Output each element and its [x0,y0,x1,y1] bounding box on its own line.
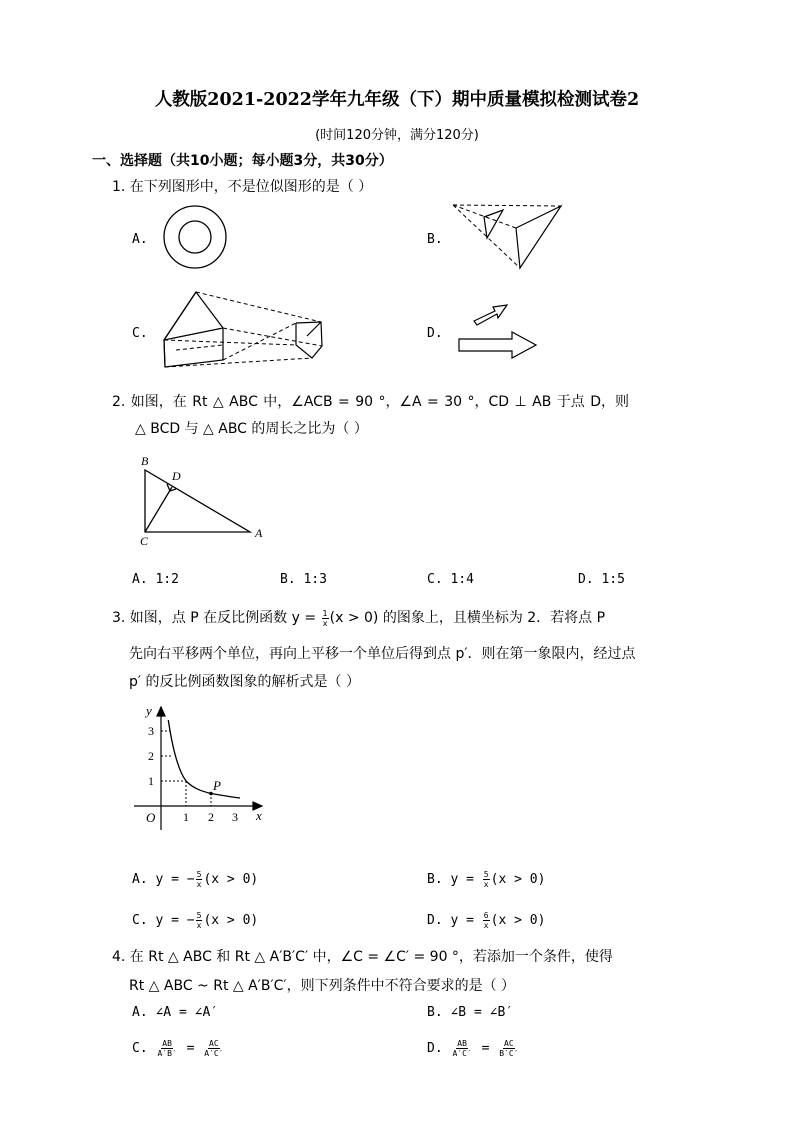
q4-option-c-den1: A′B′ [157,1049,177,1058]
q3-y-arrow [157,707,165,716]
q4-option-d-den2: B′C′ [499,1049,519,1058]
q3-option-c-pre: C. y = − [132,913,195,928]
q3-fraction-den: x [322,618,328,628]
q3-option-d-num: 6 [483,911,489,920]
q3-option-a-post: (x > 0) [203,872,259,887]
q3-option-b-den: x [483,880,489,889]
q3-option-d-pre: D. y = [427,913,482,928]
q4-option-d-den1: A′C′ [452,1049,472,1058]
q4-option-c-eq: = [186,1041,195,1056]
q3-x-tick-1: 1 [183,810,189,824]
q4-option-c-pre: C. [132,1041,148,1056]
q4-option-d-pre: D. [427,1041,443,1056]
q2-option-a: A. 1:2 [132,572,179,587]
q3-option-b-num: 5 [483,870,489,879]
q4-option-d-num2: AC [504,1039,514,1048]
q3-origin-label: O [146,810,156,825]
q1-option-b-label: B. [427,232,443,247]
q2-line1: 2. 如图，在 Rt △ ABC 中，∠ACB = 90 °，∠A = 30 °，CD ⊥ AB 于点 D，则 [112,394,629,410]
q3-option-c-post: (x > 0) [203,913,259,928]
q3-option-a-den: x [196,880,202,889]
q2-label-b: B [141,454,149,468]
q3-line2: 先向右平移两个单位，再向上平移一个单位后得到点 p′．则在第一象限内，经过点 [129,646,636,662]
q1-stem: 1. 在下列图形中，不是位似图形的是（ ） [112,179,373,195]
q3-x-tick-2: 2 [208,810,214,824]
q3-option-c [132,911,258,930]
q3-option-a-pre: A. y = − [132,872,195,887]
q4-option-c-num2: AC [209,1039,219,1048]
q3-option-a [132,870,258,889]
q3-option-b-pre: B. y = [427,872,482,887]
q3-y-label: y [146,703,152,718]
q3-line3: p′ 的反比例函数图象的解析式是（ ） [129,674,360,690]
q2-label-a: A [255,526,263,540]
q3-hyperbola-curve [168,720,240,798]
q4-option-c-num1: AB [162,1039,172,1048]
q4-line1: 4. 在 Rt △ ABC 和 Rt △ A′B′C′ 中，∠C = ∠C′ = 90 °，若添加一个条件，使得 [112,949,613,965]
q3-x-tick-3: 3 [232,810,238,824]
q4-option-c [132,1039,226,1058]
paper-title: 人教版2021-2022学年九年级（下）期中质量模拟检测试卷2 [154,90,640,110]
q3-point-p-label: P [213,778,221,793]
paper-subtitle: (时间120分钟，满分120分) [315,128,479,143]
q4-option-a: A. ∠A = ∠A′ [132,1005,219,1020]
q1-option-c-label: C. [132,326,148,341]
q2-line2: △ BCD 与 △ ABC 的周长之比为（ ） [135,421,368,437]
q1-option-a-label: A. [132,232,148,247]
q2-label-d: D [172,469,181,483]
section-heading: 一、选择题（共10小题；每小题3分，共30分） [92,153,393,169]
q3-line1-pre: 3. 如图，点 P 在反比例函数 y = [112,610,321,626]
q3-y-tick-3: 3 [148,724,154,738]
q2-option-d: D. 1:5 [578,572,625,587]
q2-label-c: C [140,534,149,548]
q1-option-d-label: D. [427,326,443,341]
q4-option-d [427,1039,521,1058]
q3-option-c-den: x [196,921,202,930]
q2-option-b: B. 1:3 [280,572,327,587]
q4-line2: Rt △ ABC ~ Rt △ A′B′C′，则下列条件中不符合要求的是（ ） [129,978,516,994]
q3-x-label: x [256,808,262,823]
q3-y-tick-1: 1 [148,774,154,788]
q3-option-a-num: 5 [196,870,202,879]
q3-option-b-post: (x > 0) [490,872,546,887]
q3-option-c-num: 5 [196,911,202,920]
q4-option-c-den2: A′C′ [204,1049,224,1058]
q4-option-d-eq: = [481,1041,490,1056]
q4-option-d-num1: AB [457,1039,467,1048]
q3-fraction-num: 1 [322,608,328,618]
q4-option-b: B. ∠B = ∠B′ [427,1005,514,1020]
q3-option-d-den: x [483,921,489,930]
q3-option-d [427,911,545,930]
q3-y-tick-2: 2 [148,749,154,763]
q2-option-c: C. 1:4 [427,572,474,587]
q3-option-d-post: (x > 0) [490,913,546,928]
q3-line1-post: (x > 0) 的图象上，且横坐标为 2．若将点 P [329,610,606,626]
q3-option-b [427,870,545,889]
